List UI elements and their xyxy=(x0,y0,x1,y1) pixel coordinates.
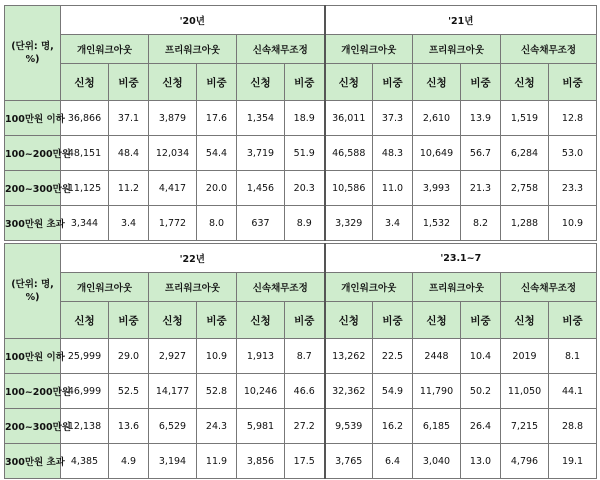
table-cell: 1,354 xyxy=(237,101,285,136)
table-cell: 1,532 xyxy=(413,206,461,241)
table-cell: 36,011 xyxy=(325,101,373,136)
table-cell: 4,417 xyxy=(149,171,197,206)
table-cell: 2,758 xyxy=(501,171,549,206)
subheader-applications: 신청 xyxy=(501,302,549,339)
table-cell: 37.1 xyxy=(109,101,149,136)
subheader-applications: 신청 xyxy=(237,64,285,101)
subheader-share: 비중 xyxy=(285,302,325,339)
table-cell: 54.4 xyxy=(197,136,237,171)
row-label: 200~300만원 xyxy=(5,171,61,206)
table-cell: 23.3 xyxy=(549,171,597,206)
table-cell: 26.4 xyxy=(461,409,501,444)
table-row xyxy=(5,136,597,171)
period-header: '21년 xyxy=(325,6,597,35)
table-cell: 8.0 xyxy=(197,206,237,241)
row-label: 200~300만원 xyxy=(5,409,61,444)
table-cell: 3,765 xyxy=(325,444,373,479)
table-row xyxy=(5,339,597,374)
table-cell: 13.0 xyxy=(461,444,501,479)
row-label: 100~200만원 xyxy=(5,136,61,171)
subheader-applications: 신청 xyxy=(413,302,461,339)
category-header: 개인워크아웃 xyxy=(325,273,413,302)
subheader-applications: 신청 xyxy=(149,302,197,339)
table-cell: 637 xyxy=(237,206,285,241)
period-header: '20년 xyxy=(61,6,325,35)
table-cell: 10.9 xyxy=(197,339,237,374)
table-cell: 17.5 xyxy=(285,444,325,479)
table-cell: 27.2 xyxy=(285,409,325,444)
table-cell: 25,999 xyxy=(61,339,109,374)
table-cell: 2,610 xyxy=(413,101,461,136)
subheader-share: 비중 xyxy=(461,64,501,101)
table-cell: 3,856 xyxy=(237,444,285,479)
table-cell: 32,362 xyxy=(325,374,373,409)
table-cell: 5,981 xyxy=(237,409,285,444)
subheader-applications: 신청 xyxy=(61,302,109,339)
table-cell: 22.5 xyxy=(373,339,413,374)
table-cell: 2,927 xyxy=(149,339,197,374)
category-header: 신속채무조정 xyxy=(501,35,597,64)
subheader-share: 비중 xyxy=(109,64,149,101)
table-cell: 16.2 xyxy=(373,409,413,444)
subheader-share: 비중 xyxy=(109,302,149,339)
data-table-2 xyxy=(4,243,597,479)
category-header: 신속채무조정 xyxy=(237,273,325,302)
table-cell: 6,284 xyxy=(501,136,549,171)
table-cell: 1,913 xyxy=(237,339,285,374)
table-cell: 1,772 xyxy=(149,206,197,241)
table-cell: 14,177 xyxy=(149,374,197,409)
subheader-share: 비중 xyxy=(197,302,237,339)
subheader-applications: 신청 xyxy=(325,64,373,101)
category-header: 프리워크아웃 xyxy=(413,35,501,64)
table-cell: 9,539 xyxy=(325,409,373,444)
subheader-applications: 신청 xyxy=(61,64,109,101)
table-cell: 46.6 xyxy=(285,374,325,409)
table-row xyxy=(5,171,597,206)
table-row xyxy=(5,409,597,444)
table-cell: 48.4 xyxy=(109,136,149,171)
table-row xyxy=(5,206,597,241)
subheader-share: 비중 xyxy=(373,302,413,339)
table-cell: 3,993 xyxy=(413,171,461,206)
table-cell: 37.3 xyxy=(373,101,413,136)
table-cell: 6,529 xyxy=(149,409,197,444)
table-cell: 17.6 xyxy=(197,101,237,136)
table-cell: 18.9 xyxy=(285,101,325,136)
table-cell: 4,796 xyxy=(501,444,549,479)
table-cell: 3,879 xyxy=(149,101,197,136)
table-cell: 51.9 xyxy=(285,136,325,171)
table-cell: 8.2 xyxy=(461,206,501,241)
table-cell: 11,050 xyxy=(501,374,549,409)
subheader-applications: 신청 xyxy=(413,64,461,101)
row-label: 300만원 초과 xyxy=(5,444,61,479)
unit-label: (단위: 명, %) xyxy=(5,244,61,339)
subheader-applications: 신청 xyxy=(501,64,549,101)
table-cell: 53.0 xyxy=(549,136,597,171)
table-cell: 6,185 xyxy=(413,409,461,444)
category-header: 개인워크아웃 xyxy=(61,35,149,64)
table-cell: 48,151 xyxy=(61,136,109,171)
category-header: 프리워크아웃 xyxy=(149,35,237,64)
table-cell: 8.9 xyxy=(285,206,325,241)
subheader-applications: 신청 xyxy=(237,302,285,339)
table-cell: 6.4 xyxy=(373,444,413,479)
category-header: 개인워크아웃 xyxy=(61,273,149,302)
table-cell: 8.1 xyxy=(549,339,597,374)
row-label: 100~200만원 xyxy=(5,374,61,409)
table-cell: 44.1 xyxy=(549,374,597,409)
table-cell: 21.3 xyxy=(461,171,501,206)
subheader-share: 비중 xyxy=(549,64,597,101)
category-header: 신속채무조정 xyxy=(237,35,325,64)
table-cell: 46,999 xyxy=(61,374,109,409)
data-table-1 xyxy=(4,5,597,241)
table-row xyxy=(5,374,597,409)
subheader-share: 비중 xyxy=(373,64,413,101)
table-cell: 10.9 xyxy=(549,206,597,241)
category-header: 프리워크아웃 xyxy=(413,273,501,302)
table-cell: 13.6 xyxy=(109,409,149,444)
table-cell: 11.9 xyxy=(197,444,237,479)
period-header: '22년 xyxy=(61,244,325,273)
table-cell: 11.2 xyxy=(109,171,149,206)
table-cell: 20.0 xyxy=(197,171,237,206)
table-cell: 11,125 xyxy=(61,171,109,206)
table-cell: 1,519 xyxy=(501,101,549,136)
subheader-applications: 신청 xyxy=(149,64,197,101)
table-cell: 19.1 xyxy=(549,444,597,479)
table-cell: 28.8 xyxy=(549,409,597,444)
table-cell: 13.9 xyxy=(461,101,501,136)
category-header: 신속채무조정 xyxy=(501,273,597,302)
table-cell: 3.4 xyxy=(373,206,413,241)
row-label: 100만원 이하 xyxy=(5,101,61,136)
table-cell: 2019 xyxy=(501,339,549,374)
table-cell: 2448 xyxy=(413,339,461,374)
subheader-share: 비중 xyxy=(549,302,597,339)
table-cell: 4.9 xyxy=(109,444,149,479)
table-cell: 46,588 xyxy=(325,136,373,171)
table-cell: 1,288 xyxy=(501,206,549,241)
table-cell: 52.5 xyxy=(109,374,149,409)
table-cell: 24.3 xyxy=(197,409,237,444)
table-cell: 3,719 xyxy=(237,136,285,171)
table-cell: 8.7 xyxy=(285,339,325,374)
row-label: 300만원 초과 xyxy=(5,206,61,241)
table-cell: 12.8 xyxy=(549,101,597,136)
table-cell: 3,329 xyxy=(325,206,373,241)
table-cell: 50.2 xyxy=(461,374,501,409)
subheader-share: 비중 xyxy=(285,64,325,101)
table-row xyxy=(5,444,597,479)
table-cell: 48.3 xyxy=(373,136,413,171)
table-cell: 52.8 xyxy=(197,374,237,409)
table-cell: 3,194 xyxy=(149,444,197,479)
table-cell: 12,034 xyxy=(149,136,197,171)
table-cell: 3,344 xyxy=(61,206,109,241)
category-header: 프리워크아웃 xyxy=(149,273,237,302)
period-header: '23.1~7 xyxy=(325,244,597,273)
subheader-applications: 신청 xyxy=(325,302,373,339)
table-cell: 12,138 xyxy=(61,409,109,444)
table-cell: 20.3 xyxy=(285,171,325,206)
table-cell: 54.9 xyxy=(373,374,413,409)
table-cell: 10,586 xyxy=(325,171,373,206)
table-cell: 10,649 xyxy=(413,136,461,171)
table-cell: 10.4 xyxy=(461,339,501,374)
table-cell: 7,215 xyxy=(501,409,549,444)
table-cell: 56.7 xyxy=(461,136,501,171)
row-label: 100만원 이하 xyxy=(5,339,61,374)
table-cell: 29.0 xyxy=(109,339,149,374)
table-cell: 3,040 xyxy=(413,444,461,479)
table-row xyxy=(5,101,597,136)
table-cell: 36,866 xyxy=(61,101,109,136)
table-cell: 11,790 xyxy=(413,374,461,409)
table-cell: 13,262 xyxy=(325,339,373,374)
subheader-share: 비중 xyxy=(197,64,237,101)
unit-label: (단위: 명, %) xyxy=(5,6,61,101)
category-header: 개인워크아웃 xyxy=(325,35,413,64)
table-cell: 4,385 xyxy=(61,444,109,479)
table-cell: 11.0 xyxy=(373,171,413,206)
subheader-share: 비중 xyxy=(461,302,501,339)
table-cell: 3.4 xyxy=(109,206,149,241)
table-cell: 10,246 xyxy=(237,374,285,409)
table-cell: 1,456 xyxy=(237,171,285,206)
